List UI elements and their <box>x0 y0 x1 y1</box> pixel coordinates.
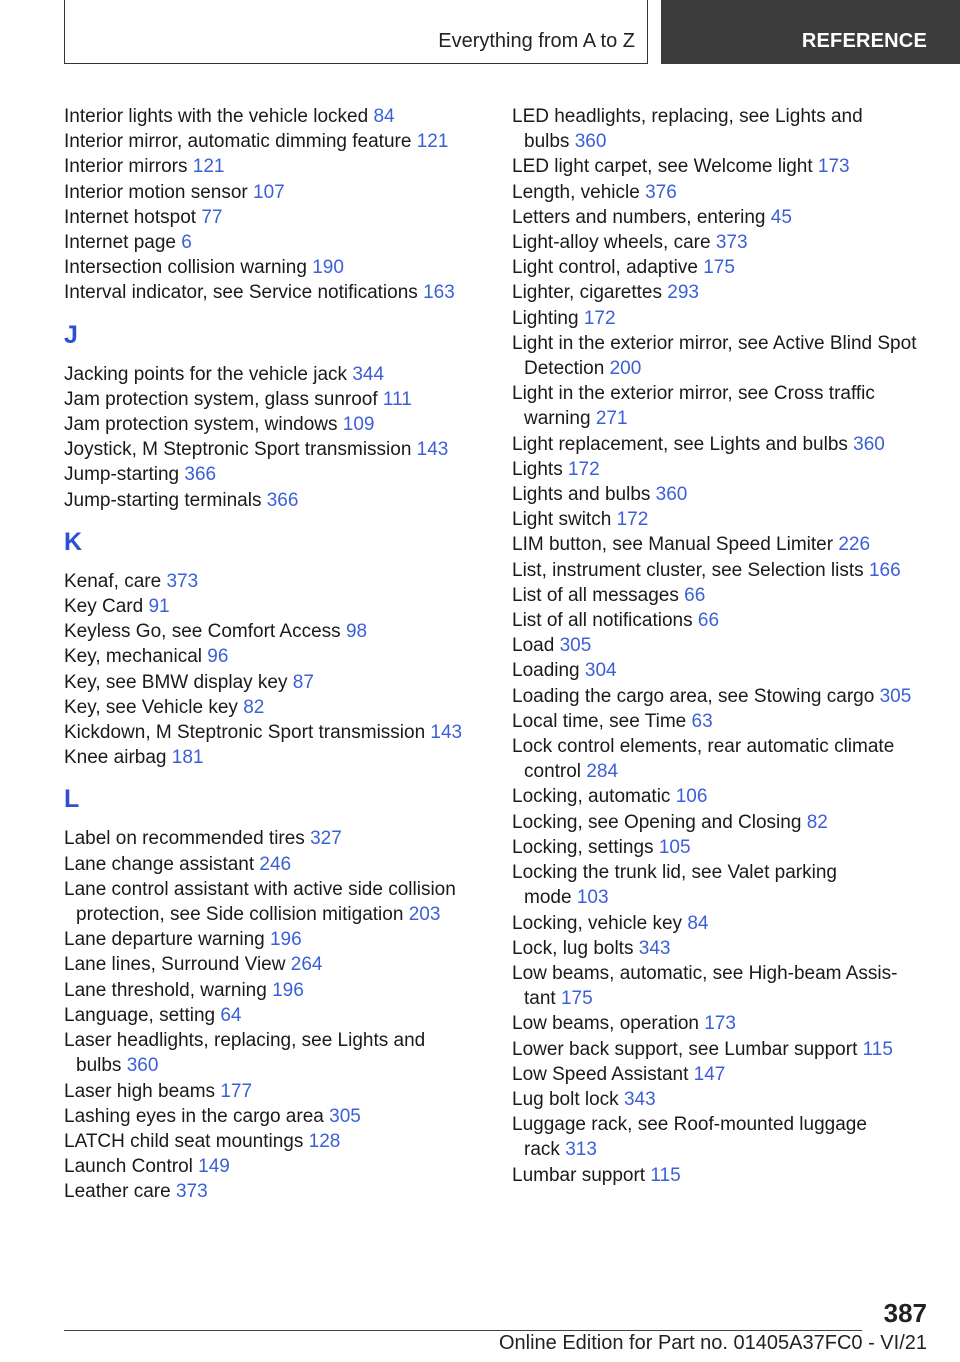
index-entry <box>64 720 484 745</box>
index-entry <box>512 230 932 255</box>
index-entry-text: warning <box>524 408 591 430</box>
page-reference-link[interactable]: 246 <box>259 853 292 875</box>
index-entry-text: Kickdown, M Steptronic Sport transmission <box>64 722 426 744</box>
index-entry <box>512 810 932 835</box>
index-entry <box>512 255 932 280</box>
index-entry <box>512 608 932 633</box>
index-entry-text: Detection <box>524 358 605 380</box>
index-entry-text: Locking the trunk lid, see Valet parking <box>512 862 837 884</box>
page-reference-link[interactable]: 373 <box>166 570 199 592</box>
index-entry <box>64 230 484 255</box>
index-entry <box>64 255 484 280</box>
index-entry-text: Language, setting <box>64 1004 216 1026</box>
index-entry <box>64 1104 484 1129</box>
index-entry <box>64 488 484 513</box>
page-reference-link[interactable]: 343 <box>638 937 671 959</box>
page-reference-link[interactable]: 143 <box>416 439 449 461</box>
page-reference-link[interactable]: 149 <box>198 1156 230 1178</box>
page-reference-link[interactable]: 177 <box>220 1080 253 1102</box>
index-entry-text: Laser headlights, replacing, see Lights and <box>64 1030 426 1052</box>
index-entry <box>64 1154 484 1179</box>
index-entry-text: Key, see BMW display key <box>64 671 288 693</box>
index-entry-text: Low beams, operation <box>512 1013 699 1035</box>
index-entry-text: rack <box>524 1139 560 1161</box>
index-entry-text: Jump-starting <box>64 464 180 486</box>
header-title: Everything from A to Z <box>438 30 635 52</box>
index-entry-text: Locking, automatic <box>512 786 671 808</box>
page-reference-link[interactable]: 344 <box>352 363 385 385</box>
index-entry-text: Lighter, cigarettes <box>512 282 662 304</box>
index-entry-text: Jacking points for the vehicle jack <box>64 363 348 385</box>
index-entry-text: Letters and numbers, entering <box>512 206 766 228</box>
page-reference-link[interactable]: 84 <box>373 106 395 127</box>
index-entry <box>512 457 932 482</box>
index-entry <box>64 978 484 1003</box>
page-reference-link[interactable]: 82 <box>243 696 265 718</box>
index-entry-text: Lug bolt lock <box>512 1088 619 1110</box>
page-reference-link[interactable]: 360 <box>574 131 607 153</box>
index-entry <box>64 412 484 437</box>
index-entry-text: Light switch <box>512 509 612 531</box>
page-reference-link[interactable]: 82 <box>806 811 828 833</box>
index-column-left <box>64 104 484 1205</box>
index-entry-text: Luggage rack, see Roof-mounted luggage <box>512 1114 867 1136</box>
index-entry <box>64 437 484 462</box>
index-entry-text: Interior lights with the vehicle locked <box>64 106 369 127</box>
index-entry-text: LATCH child seat mountings <box>64 1130 304 1152</box>
index-entry <box>512 709 932 734</box>
index-entry <box>512 205 932 230</box>
page-reference-link[interactable]: 121 <box>192 156 225 178</box>
page-reference-link[interactable]: 143 <box>430 722 463 744</box>
page-reference-link[interactable]: 111 <box>382 388 412 410</box>
index-entry <box>512 961 932 1011</box>
index-entry-text: Lane control assistant with active side collision <box>64 878 456 900</box>
index-entry-text: control <box>524 761 582 783</box>
page-reference-link[interactable]: 293 <box>667 282 699 304</box>
page-reference-link[interactable]: 45 <box>770 206 792 228</box>
page-reference-link[interactable]: 200 <box>609 358 642 380</box>
index-entry-text: Lock control elements, rear automatic climate <box>512 736 895 758</box>
page-reference-link[interactable]: 105 <box>658 836 691 858</box>
page-reference-link[interactable]: 77 <box>201 206 223 228</box>
page-reference-link[interactable]: 327 <box>310 828 342 850</box>
index-entry-text: Low Speed Assistant <box>512 1063 689 1085</box>
index-entry-text: Local time, see Time <box>512 710 687 732</box>
index-entry <box>64 927 484 952</box>
index-entry <box>512 381 932 431</box>
page-reference-link[interactable]: 147 <box>693 1063 726 1085</box>
index-entry <box>64 670 484 695</box>
index-entry-text: mode <box>524 887 572 909</box>
index-entry-text: Launch Control <box>64 1156 193 1178</box>
index-entry-text: Key, mechanical <box>64 646 202 668</box>
page-reference-link[interactable]: 373 <box>715 232 748 254</box>
index-entry-text: Locking, settings <box>512 836 654 858</box>
index-entry <box>512 306 932 331</box>
index-entry <box>512 104 932 154</box>
page-reference-link[interactable]: 172 <box>616 509 649 531</box>
page-reference-link[interactable]: 107 <box>253 181 285 203</box>
page-reference-link[interactable]: 181 <box>171 747 204 769</box>
index-entry <box>64 952 484 977</box>
index-entry-text: Jam protection system, glass sunroof <box>64 388 378 410</box>
page-reference-link[interactable]: 373 <box>175 1181 208 1203</box>
page-reference-link[interactable]: 226 <box>838 534 871 556</box>
page-reference-link[interactable]: 173 <box>817 156 850 178</box>
page-reference-link[interactable]: 87 <box>292 671 314 693</box>
index-entry <box>64 462 484 487</box>
index-entry-text: Lighting <box>512 307 579 329</box>
index-entry <box>64 619 484 644</box>
index-entry-text: Light-alloy wheels, care <box>512 232 711 254</box>
index-entry <box>512 658 932 683</box>
index-entry <box>64 280 484 305</box>
page-reference-link[interactable]: 366 <box>266 489 299 511</box>
index-entry <box>64 154 484 179</box>
index-entry <box>64 826 484 851</box>
index-entry-text: protection, see Side collision mitigation <box>76 904 404 926</box>
index-entry-text: LED headlights, replacing, see Lights and <box>512 106 863 127</box>
index-entry <box>64 594 484 619</box>
index-entry <box>64 362 484 387</box>
index-entry-text: LIM button, see Manual Speed Limiter <box>512 534 834 556</box>
page-reference-link[interactable]: 271 <box>595 408 628 430</box>
page-reference-link[interactable]: 360 <box>126 1055 159 1077</box>
page-reference-link[interactable]: 264 <box>290 954 323 976</box>
index-entry-text: Label on recommended tires <box>64 828 305 850</box>
index-entry <box>64 104 484 129</box>
index-entry-text: List of all messages <box>512 584 679 606</box>
index-entry <box>64 695 484 720</box>
index-entry <box>64 387 484 412</box>
index-entry <box>512 936 932 961</box>
index-entry <box>64 1129 484 1154</box>
page-reference-link[interactable]: 173 <box>704 1013 736 1035</box>
index-letter-heading: J <box>64 320 78 349</box>
index-entry-text: Interval indicator, see Service notifications <box>64 282 418 304</box>
index-entry <box>64 852 484 877</box>
index-entry <box>64 1028 484 1078</box>
page-reference-link[interactable]: 196 <box>269 929 302 951</box>
page-reference-link[interactable]: 66 <box>697 610 720 632</box>
index-entry <box>512 911 932 936</box>
index-entry <box>64 180 484 205</box>
footer-edition: Online Edition for Part no. 01405A37FC0 - VI/21 <box>498 1332 927 1354</box>
index-entry <box>512 180 932 205</box>
index-entry-text: Keyless Go, see Comfort Access <box>64 621 341 643</box>
index-entry <box>512 1037 932 1062</box>
index-entry-text: bulbs <box>524 131 570 153</box>
index-entry-text: List, instrument cluster, see Selection lists <box>512 559 864 581</box>
page-reference-link[interactable]: 63 <box>691 710 713 732</box>
page-reference-link[interactable]: 166 <box>868 559 901 581</box>
index-entry-text: Lane lines, Surround View <box>64 954 286 976</box>
index-entry <box>512 558 932 583</box>
page-reference-link[interactable]: 366 <box>184 464 217 486</box>
index-entry <box>512 1087 932 1112</box>
index-entry-text: Lane change assistant <box>64 853 255 875</box>
index-entry-text: Lights <box>512 458 563 480</box>
index-entry-text: Loading <box>512 660 580 682</box>
index-entry-text: Interior motion sensor <box>64 181 248 203</box>
page-reference-link[interactable]: 66 <box>684 584 706 606</box>
index-entry <box>512 482 932 507</box>
index-entry <box>512 633 932 658</box>
index-entry-text: Lights and bulbs <box>512 484 651 506</box>
index-entry-text: Internet hotspot <box>64 206 197 228</box>
index-entry-text: Locking, vehicle key <box>512 912 683 934</box>
index-entry <box>512 1011 932 1036</box>
index-entry-text: LED light carpet, see Welcome light <box>512 156 813 178</box>
index-entry <box>512 154 932 179</box>
header-title-box <box>64 0 648 64</box>
page-reference-link[interactable]: 175 <box>703 257 735 279</box>
index-entry-text: Interior mirrors <box>64 156 188 178</box>
index-entry <box>512 532 932 557</box>
page-reference-link[interactable]: 106 <box>675 786 708 808</box>
page-reference-link[interactable]: 96 <box>207 646 229 668</box>
page-reference-link[interactable]: 360 <box>655 484 688 506</box>
index-entry <box>512 331 932 381</box>
index-entry-text: Length, vehicle <box>512 181 640 203</box>
index-entry <box>64 877 484 927</box>
index-entry <box>512 583 932 608</box>
page-reference-link[interactable]: 190 <box>312 257 344 279</box>
index-entry <box>512 734 932 784</box>
page-reference-link[interactable]: 172 <box>583 307 616 329</box>
page-reference-link[interactable]: 115 <box>862 1038 893 1060</box>
index-entry <box>64 205 484 230</box>
header-section-tab: REFERENCE <box>661 0 960 64</box>
page-reference-link[interactable]: 103 <box>576 887 609 909</box>
page-reference-link[interactable]: 196 <box>272 979 304 1001</box>
index-letter-heading: L <box>64 785 80 814</box>
page-reference-link[interactable]: 172 <box>567 458 600 480</box>
page-reference-link[interactable]: 284 <box>586 761 619 783</box>
index-entry <box>512 280 932 305</box>
index-entry-text: tant <box>524 988 556 1010</box>
index-entry-text: Knee airbag <box>64 747 167 769</box>
page-reference-link[interactable]: 6 <box>181 232 192 254</box>
index-entry <box>512 784 932 809</box>
index-entry-text: Laser high beams <box>64 1080 216 1102</box>
index-column-right <box>512 104 932 1188</box>
index-entry-text: Light in the exterior mirror, see Cross traffic <box>512 383 875 405</box>
index-entry <box>512 1163 932 1188</box>
page-reference-link[interactable]: 175 <box>560 988 593 1010</box>
index-entry-text: Lane departure warning <box>64 929 265 951</box>
index-letter-heading: K <box>64 527 83 556</box>
page-reference-link[interactable]: 109 <box>342 414 375 436</box>
index-entry-text: Loading the cargo area, see Stowing cargo <box>512 685 875 707</box>
index-entry-text: Jam protection system, windows <box>64 414 338 436</box>
index-entry <box>512 507 932 532</box>
index-entry <box>512 835 932 860</box>
index-entry-text: Load <box>512 635 555 657</box>
page-reference-link[interactable]: 163 <box>423 282 455 304</box>
page-reference-link[interactable]: 128 <box>308 1130 341 1152</box>
page-reference-link[interactable]: 91 <box>148 596 170 618</box>
page-reference-link[interactable]: 376 <box>645 181 677 203</box>
index-entry <box>64 1079 484 1104</box>
index-entry-text: Lashing eyes in the cargo area <box>64 1105 324 1127</box>
index-entry <box>64 1003 484 1028</box>
index-entry-text: Light replacement, see Lights and bulbs <box>512 433 848 455</box>
index-entry <box>64 745 484 770</box>
page-reference-link[interactable]: 305 <box>879 685 912 707</box>
page-reference-link[interactable]: 203 <box>408 904 441 926</box>
page-reference-link[interactable]: 313 <box>565 1139 597 1161</box>
index-entry-text: Locking, see Opening and Closing <box>512 811 802 833</box>
index-entry-text: Kenaf, care <box>64 570 162 592</box>
page-reference-link[interactable]: 98 <box>345 621 368 643</box>
index-entry-text: Low beams, automatic, see High-beam Assis- <box>512 962 898 984</box>
index-entry <box>64 644 484 669</box>
index-entry-text: Light in the exterior mirror, see Active Blind Spot <box>512 332 917 354</box>
footer-divider <box>64 1330 862 1331</box>
page-reference-link[interactable]: 84 <box>687 912 709 934</box>
index-entry <box>512 1112 932 1162</box>
index-entry-text: List of all notifications <box>512 610 693 632</box>
index-entry-text: Joystick, M Steptronic Sport transmission <box>64 439 412 461</box>
page-reference-link[interactable]: 360 <box>853 433 885 455</box>
page-reference-link[interactable]: 304 <box>584 660 617 682</box>
page-number: 387 <box>883 1298 927 1328</box>
index-entry-text: Leather care <box>64 1181 171 1203</box>
index-entry <box>64 569 484 594</box>
page-reference-link[interactable]: 343 <box>623 1088 656 1110</box>
page-reference-link[interactable]: 305 <box>329 1105 361 1127</box>
index-entry-text: Key Card <box>64 596 144 618</box>
page-reference-link[interactable]: 115 <box>650 1164 681 1186</box>
index-entry-text: Lane threshold, warning <box>64 979 267 1001</box>
index-entry-text: bulbs <box>76 1055 122 1077</box>
page-reference-link[interactable]: 305 <box>559 635 592 657</box>
index-entry <box>512 432 932 457</box>
index-entry-text: Lock, lug bolts <box>512 937 634 959</box>
index-entry-text: Internet page <box>64 232 176 254</box>
page-reference-link[interactable]: 121 <box>416 131 449 153</box>
index-entry-text: Interior mirror, automatic dimming feature <box>64 131 412 153</box>
index-entry <box>64 129 484 154</box>
index-entry <box>64 1179 484 1204</box>
index-entry <box>512 684 932 709</box>
index-entry <box>512 1062 932 1087</box>
index-entry-text: Intersection collision warning <box>64 257 307 279</box>
index-entry-text: Jump-starting terminals <box>64 489 262 511</box>
index-entry-text: Key, see Vehicle key <box>64 696 238 718</box>
index-entry-text: Lumbar support <box>512 1164 646 1186</box>
index-entry-text: Light control, adaptive <box>512 257 698 279</box>
index-entry-text: Lower back support, see Lumbar support <box>512 1038 858 1060</box>
page-reference-link[interactable]: 64 <box>220 1004 242 1026</box>
index-entry <box>512 860 932 910</box>
